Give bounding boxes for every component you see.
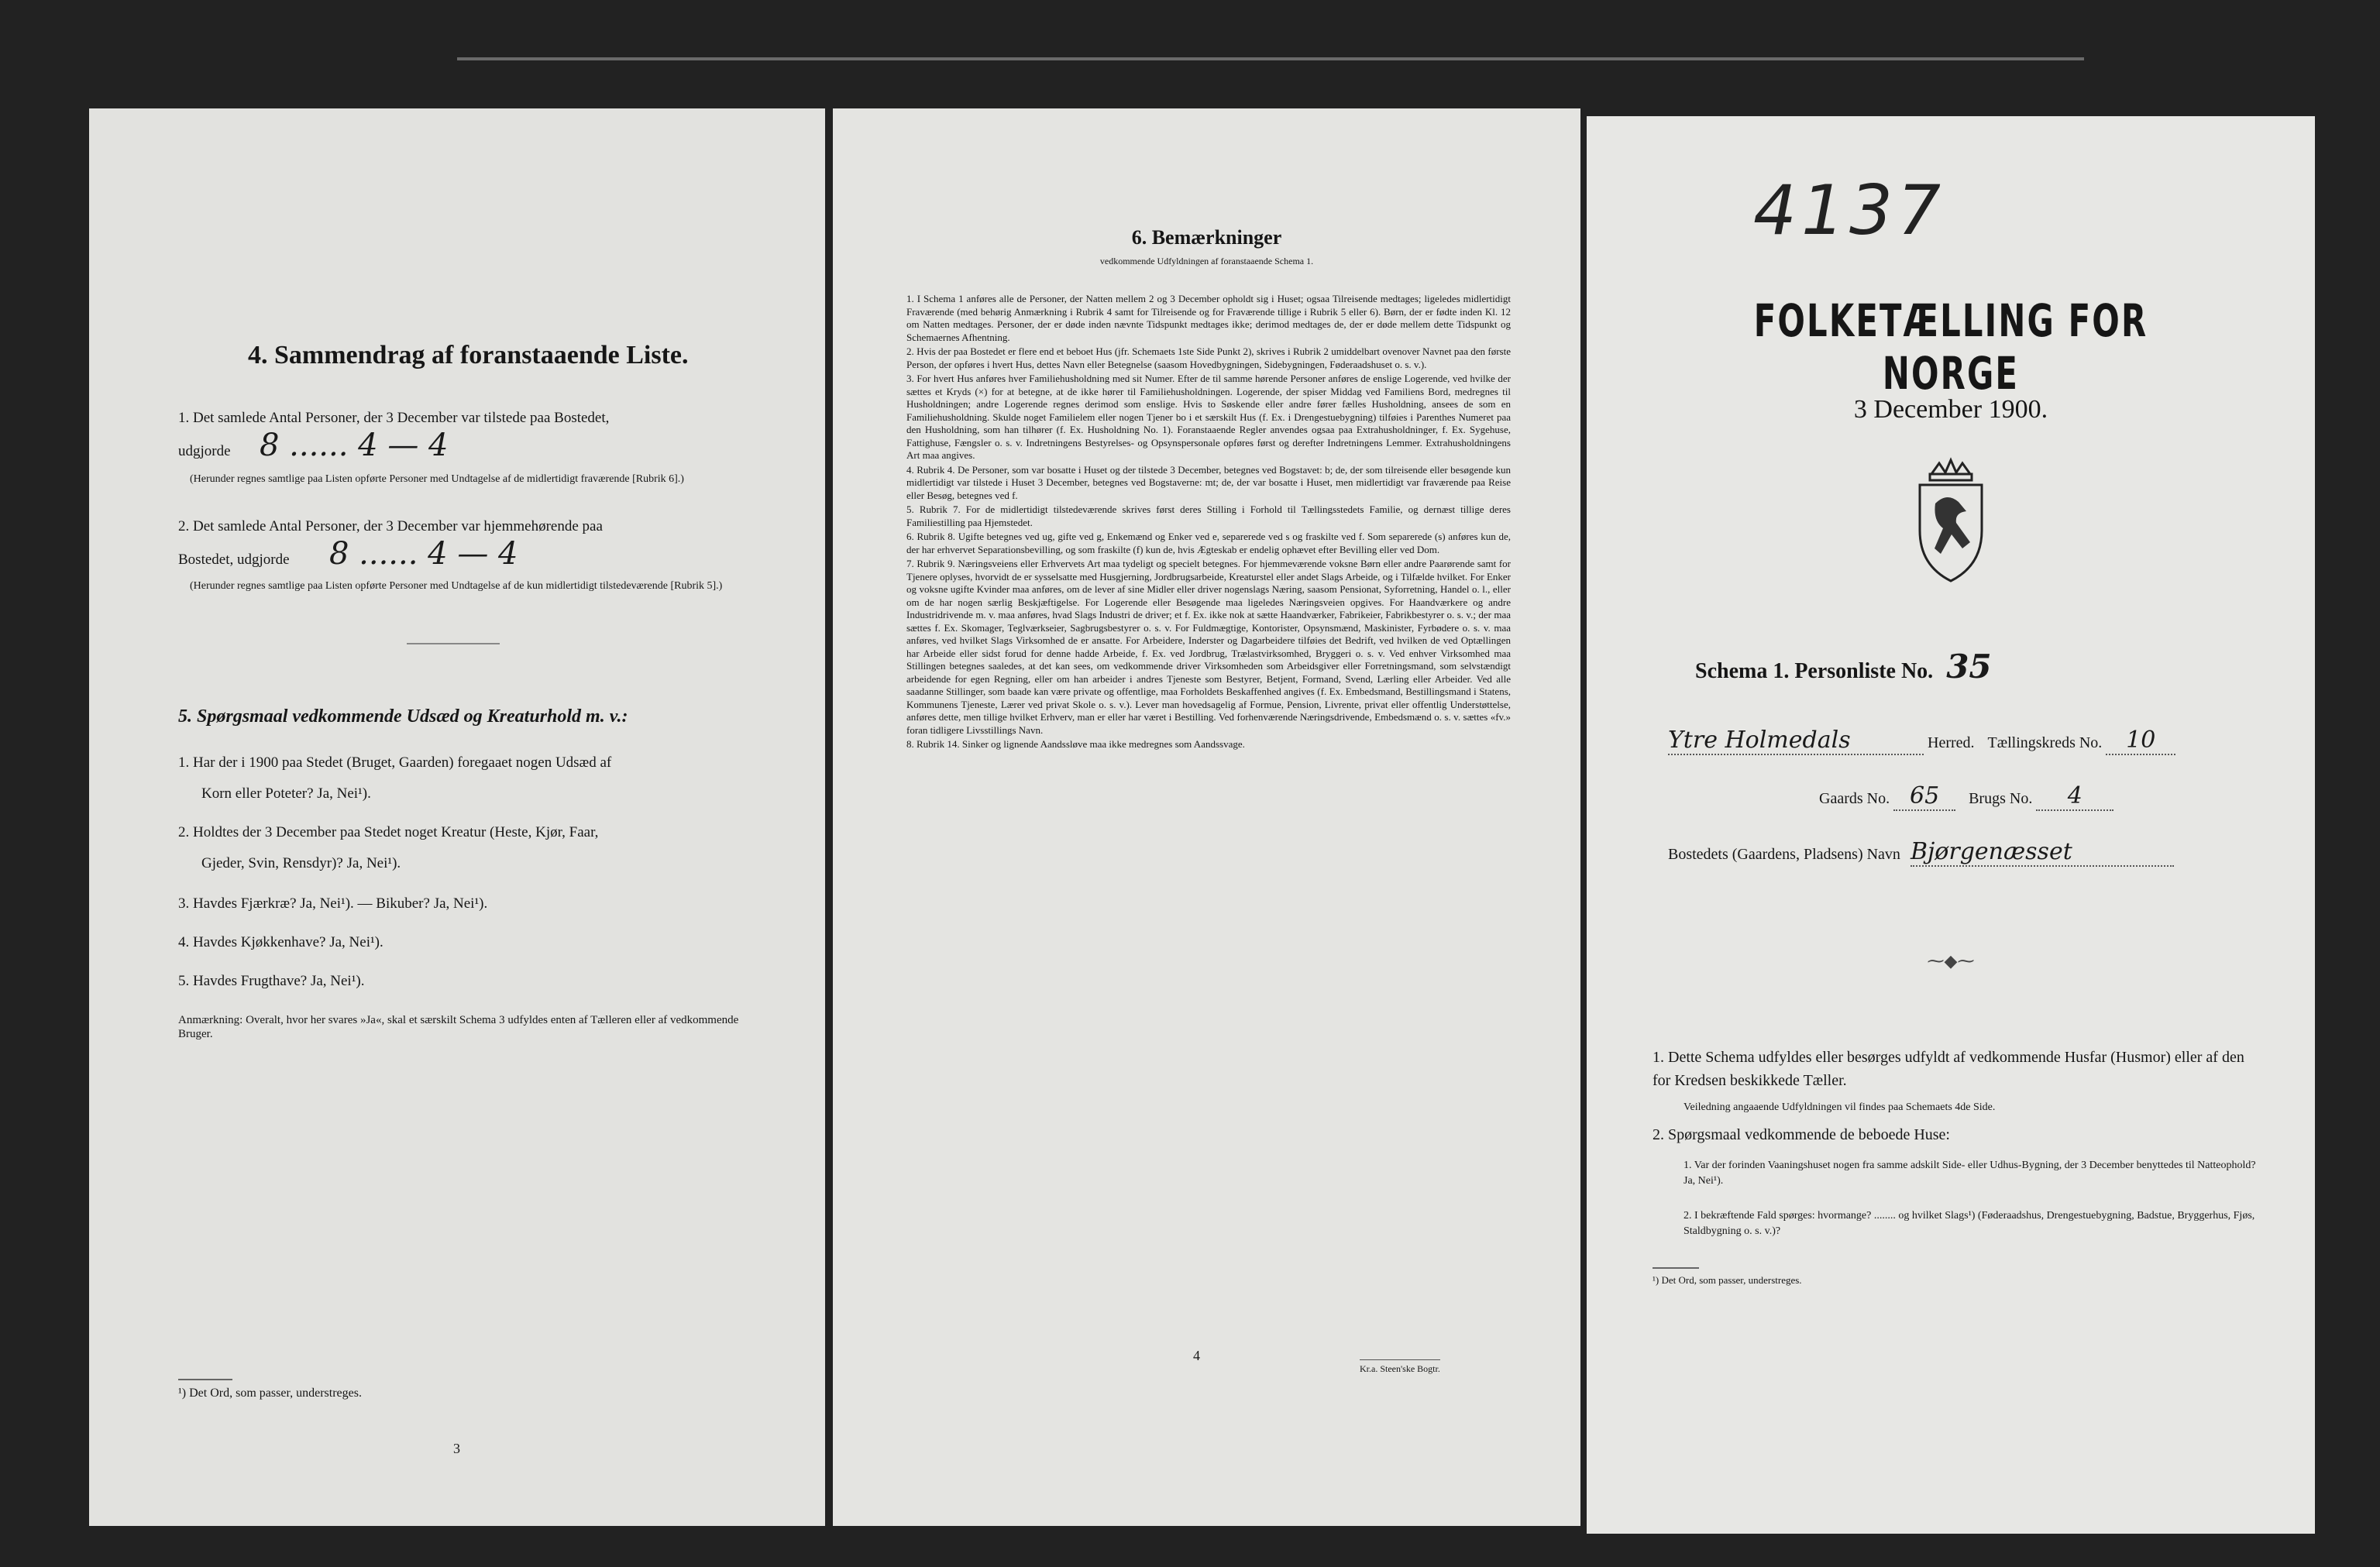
kreds-label: Tællingskreds No.	[1987, 734, 2103, 751]
schema-label: Schema 1. Personliste No.	[1695, 659, 1934, 683]
gaards-value: 65	[1893, 782, 1955, 811]
remark-item: 2. Hvis der paa Bostedet er flere end et beboet Hus (jfr. Schemaets 1ste Side Punkt 2), skrives i Rubrik 2 umiddelbart ovenover Navnet paa den første Person, der opføres i hvert Hus, dettes Navn eller Betegnelse (saasom Hovedbygningen, Sidebygningen, Føderaadshuset o. s. v.).	[906, 345, 1511, 370]
section5-item: 1. Har der i 1900 paa Stedet (Bruget, Gaarden) foregaaet nogen Udsæd af	[178, 754, 612, 771]
footnote: ¹) Det Ord, som passer, understreges.	[1653, 1274, 1802, 1286]
remark-item: 3. For hvert Hus anføres hver Familiehusholdning med sit Numer. Efter de til samme hørende Personer anføres de enslige Logerende, ved hvilke der sættes et Kryds (×) for at betegne, at de ikke hører til Familiehusholdningen. Logerende, der spiser Middag ved Familiens Bord, medregnes til Husholdningen; andre Logerende regnes derimod som enslige. Hvis to Søskende eller andre fører fælles Husholdning, ansees de som en Familiehusholdning. Skulde noget Familielem eller nogen Tjener bo i et særskilt Hus (f. Ex. i Drengestuebygning) tilføies i Parenthes Numeret paa den Husholdning, som han tilhører (f. Ex. Husholdning No. 1). Foranstaaende Regler anvendes ogsaa paa Extrahusholdninger, f. Ex. Sygehuse, Fattighuse, Fængsler o. s. v. Indretningens Bestyrelses- og Opsynspersonale opføres først og derefter Indretningens Lemmer. Extrahusholdningens Art maa angives.	[906, 373, 1511, 461]
section4-q1: 1. Det samlede Antal Personer, der 3 December var tilstede paa Bostedet,	[178, 410, 610, 426]
anmaerkning: Anmærkning: Overalt, hvor her svares »Ja«, skal et særskilt Schema 3 udfyldes enten af Tælleren eller af vedkommende Bruger.	[178, 1014, 739, 1040]
page-number: 3	[453, 1441, 460, 1456]
section5-heading: 5. Spørgsmaal vedkommende Udsæd og Kreaturhold m. v.:	[178, 706, 628, 727]
remark-item: 8. Rubrik 14. Sinker og lignende Aandssløve maa ikke medregnes som Aandssvage.	[906, 738, 1245, 750]
bosted-line	[1668, 838, 2174, 867]
personliste-number: 35	[1946, 648, 1992, 686]
divider	[407, 643, 500, 644]
form-title: FOLKETÆLLING FOR NORGE	[1753, 294, 2148, 400]
remark-item: 6. Rubrik 8. Ugifte betegnes ved ug, gifte ved g, Enkemænd og Enker ved e, separerede ved s og fraskilte ved f. Som separerede (s) anføres kun de, der har erhvervet Separationsbevilling, og som fraskilte (f) kun de, hvis Ægteskab er endelig ophævet efter Bevilling eller ved Dom.	[906, 531, 1511, 555]
brugs-label: Brugs No.	[1969, 790, 2033, 807]
page-middle	[833, 108, 1580, 1526]
herred-line	[1668, 727, 2175, 755]
bosted-value: Bjørgenæsset	[1911, 838, 2174, 867]
brugs-value: 4	[2036, 782, 2113, 811]
section4-q1-note: (Herunder regnes samtlige paa Listen opførte Personer med Undtagelse af de midlertidigt fraværende [Rubrik 6].)	[190, 473, 684, 485]
remark-item: 7. Rubrik 9. Næringsveiens eller Erhvervets Art maa tydeligt og specielt betegnes. For hjemmeværende voksne Børn eller andre Paarørende samt for Tjenere oplyses, hvorvidt de er sysselsatte med Husgjerning, Jordbrugsarbeide, Kreaturstel eller andet Slags Arbeide, og i Tilfælde hvilket. For Enker og voksne ugifte Kvinder maa anføres, om de lever af sine Midler eller driver nogenslags Næring, saasom Pensionat, Syforretning, Handel o. l., eller om de har nogen særlig Beskjæftigelse. For Logerende eller Besøgende maa ligeledes Næringsveien opgives. For Haandværkere og andre Industridrivende m. v. maa anføres, hvad Slags Industri de driver; et f. Ex. ikke nok at sætte Haandværker, Fabrikeier, Fabrikbestyrer o. s. v.; der maa sættes f. Ex. Skomager, Teglværkseier, Sagbrugsbestyrer o. s. v. For Fuldmægtige, Kontorister, Opsynsmænd, Maskinister, Fyrbødere o. s. v. maa anføres, ved hvilket Slags Virksomhed de er ansatte. For Arbeidere, Inderster og Dagarbeidere tilføies det Bedrift, ved hvilken de ved Optællingen har Arbeide eller sidst forud for denne hadde Arbeide, f. Ex. ved Jordbrug, Trælastvirksomhed, Bryggeri o. s. v. Ved enhver Virksomhed maa Stillingen betegnes saaledes, at det kan sees, om vedkommende driver Virksomheden som Arbeidsgiver eller Forretningsmand, som selvstændigt arbeidende for egen Regning, eller om han arbeider i andres Tjeneste som Bestyrer, Betjent, Formand, Svend, Lærling eller Arbeider. Ved alle saadanne Stillinger, som baade kan være private og offentlige, maa Forholdets Beskaffenhed angives (f. Ex. Embedsmand, Bestillingsmand i Statens, Kommunens Tjeneste, Lærer ved privat Skole o. s. v.). Lever man hovedsagelig af Formue, Pension, Livrente, privat eller offentlig Understøttelse, anføres dette, men tillige hvilket Erhverv, man er eller har været i Bestilling. Ved forhenværende Næringsdrivende, Embedsmænd o. s. v. sættes «fv.» foran tidligere Livsstillings Navn.	[906, 558, 1511, 736]
herred-label: Herred.	[1928, 734, 1975, 751]
section5-item: 2. Holdtes der 3 December paa Stedet noget Kreatur (Heste, Kjør, Faar,	[178, 824, 599, 840]
instruction-1-note: Veiledning angaaende Udfyldningen vil findes paa Schemaets 4de Side.	[1684, 1101, 1996, 1113]
remark-item: 1. I Schema 1 anføres alle de Personer, der Natten mellem 2 og 3 December opholdt sig i Huset; ogsaa Tilreisende medtages; ligeledes midlertidigt Fraværende (med behørig Anmærkning i Rubrik 4 samt for Tilreisende og for Fraværende tillige i Rubrik 5 eller 6). Børn, der er fødte inden Kl. 12 om Natten medtages. Personer, der er døde inden nævnte Tidspunkt medtages ikke; derimod medtages de, der er døde mellem dette Tidspunkt og Schemaernes Afhentning.	[906, 293, 1511, 343]
instruction-2-1: 1. Var der forinden Vaaningshuset nogen fra samme adskilt Side- eller Udhus-Bygning, der 3 December benyttedes til Natteophold? Ja, Nei¹).	[1684, 1160, 2256, 1187]
printer-credit: Kr.a. Steen'ske Bogtr.	[1360, 1359, 1440, 1375]
archive-number: 4137	[1753, 170, 1945, 250]
schema-line	[1695, 648, 1992, 686]
binding-edge	[457, 57, 2084, 60]
remarks-list	[906, 293, 1511, 753]
ornament: ⁓◆⁓	[1927, 951, 1975, 971]
remark-item: 5. Rubrik 7. For de midlertidigt tilstedeværende skrives først deres Stilling i Forhold til Tællingsstedets Familie, og dernæst tillige deres Familiestilling paa Hjemstedet.	[906, 503, 1511, 528]
footnote-rule	[178, 1379, 232, 1380]
section4-q2-label: Bostedet, udgjorde	[178, 552, 290, 568]
section4-q2-note: (Herunder regnes samtlige paa Listen opførte Personer med Undtagelse af de kun midlertidigt tilstedeværende [Rubrik 5].)	[190, 580, 723, 592]
section4-q1-handwritten: 8 ...... 4 — 4	[260, 428, 449, 463]
remarks-heading: 6. Bemærkninger	[1131, 226, 1282, 249]
instruction-2: 2. Spørgsmaal vedkommende de beboede Huse:	[1653, 1126, 1950, 1143]
page-number: 4	[1193, 1348, 1200, 1363]
instruction-2-2: 2. I bekræftende Fald spørges: hvormange? ........ og hvilket Slags¹) (Føderaadshus, Drengestuebygning, Badstue, Bryggerhus, Fjøs, Staldbygning o. s. v.)?	[1684, 1210, 2255, 1237]
gaards-line	[1819, 782, 2113, 811]
footnote: ¹) Det Ord, som passer, understreges.	[178, 1387, 362, 1400]
census-date: 3 December 1900.	[1853, 395, 2048, 424]
page-right	[1587, 116, 2315, 1534]
remarks-subheading: vedkommende Udfyldningen af foranstaaende Schema 1.	[1099, 256, 1314, 266]
herred-value: Ytre Holmedals	[1668, 727, 1924, 755]
bosted-label: Bostedets (Gaardens, Pladsens) Navn	[1668, 846, 1900, 863]
section4-q2-handwritten: 8 ...... 4 — 4	[329, 536, 518, 572]
section4-q2: 2. Det samlede Antal Personer, der 3 December var hjemmehørende paa	[178, 518, 603, 534]
section5-item: 5. Havdes Frugthave? Ja, Nei¹).	[178, 973, 365, 989]
section5-item: Korn eller Poteter? Ja, Nei¹).	[201, 785, 371, 802]
instruction-1: 1. Dette Schema udfyldes eller besørges udfyldt af vedkommende Husfar (Husmor) eller af den for Kredsen beskikkede Tæller.	[1653, 1049, 2244, 1089]
remark-item: 4. Rubrik 4. De Personer, som var bosatte i Huset og der tilstede 3 December, betegnes ved Bogstavet: b; de, der som tilreisende eller besøgende kun midlertidigt var tilstede i Huset 3 December, betegnes ved Bogstaverne: mt; de, der var bosatte i Huset, men midlertidigt var fraværende paa Reise eller Besøg, betegnes ved f.	[906, 463, 1511, 501]
norway-coat-of-arms-icon	[1900, 457, 2001, 585]
section5-item: 4. Havdes Kjøkkenhave? Ja, Nei¹).	[178, 934, 383, 950]
footnote-rule	[1653, 1267, 1699, 1269]
section4-heading: 4. Sammendrag af foranstaaende Liste.	[248, 341, 689, 369]
page-left	[89, 108, 825, 1526]
kreds-value: 10	[2106, 727, 2175, 755]
section4-q1-label: udgjorde	[178, 443, 231, 459]
gaards-label: Gaards No.	[1819, 790, 1890, 807]
section5-item: Gjeder, Svin, Rensdyr)? Ja, Nei¹).	[201, 855, 401, 871]
section5-item: 3. Havdes Fjærkræ? Ja, Nei¹). — Bikuber? Ja, Nei¹).	[178, 895, 488, 912]
